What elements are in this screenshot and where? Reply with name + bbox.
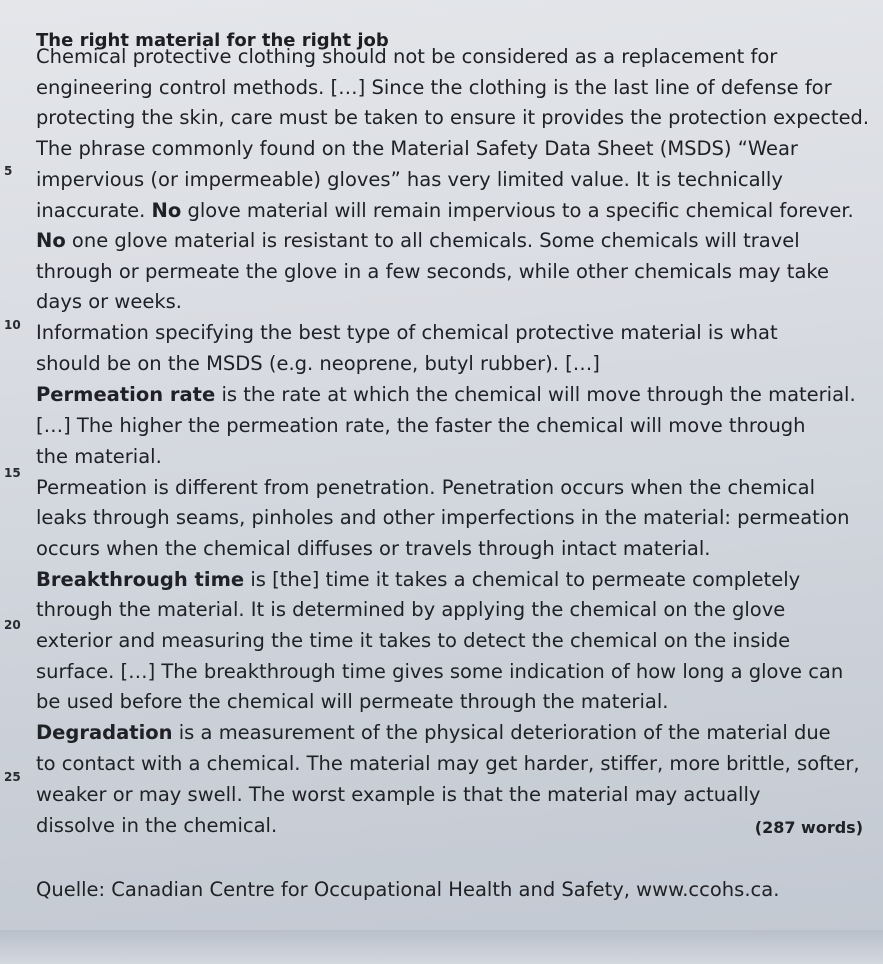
line-text: protecting the skin, care must be taken to ensure it provides the protection expected. xyxy=(36,106,869,129)
text-line-9 xyxy=(36,290,182,313)
text-line-19 xyxy=(36,598,785,621)
text-line-24 xyxy=(36,752,860,775)
line-text: glove material will remain impervious to a specific chemical forever. xyxy=(187,199,854,222)
bold-term-degradation: Degradation xyxy=(36,721,173,744)
text-line-2 xyxy=(36,76,832,99)
text-line-23 xyxy=(36,721,831,744)
line-text: is the rate at which the chemical will move through the material. xyxy=(221,383,856,406)
line-text: exterior and measuring the time it takes to detect the chemical on the inside xyxy=(36,629,791,652)
text-line-4 xyxy=(36,137,798,160)
line-text: is [the] time it takes a chemical to permeate completely xyxy=(250,568,801,591)
text-line-15 xyxy=(36,476,815,499)
line-text: inaccurate. xyxy=(36,199,146,222)
line-number-20: 20 xyxy=(4,618,21,632)
bold-term-breakthrough-time: Breakthrough time xyxy=(36,568,245,591)
line-text: occurs when the chemical diffuses or travels through intact material. xyxy=(36,537,711,560)
word-count: (287 words) xyxy=(754,818,863,837)
text-line-7 xyxy=(36,229,800,252)
text-line-5 xyxy=(36,168,783,191)
line-text: dissolve in the chemical. xyxy=(36,814,278,837)
text-line-22 xyxy=(36,690,668,713)
text-line-14 xyxy=(36,445,162,468)
line-text: through or permeate the glove in a few seconds, while other chemicals may take xyxy=(36,260,829,283)
line-text: weaker or may swell. The worst example is that the material may actually xyxy=(36,783,761,806)
bold-term-permeation-rate: Permeation rate xyxy=(36,383,216,406)
line-text: is a measurement of the physical deterioration of the material due xyxy=(178,721,831,744)
text-line-1 xyxy=(36,45,777,68)
line-text: to contact with a chemical. The material may get harder, stiffer, more brittle, softer, xyxy=(36,752,860,775)
line-text: through the material. It is determined by applying the chemical on the glove xyxy=(36,598,786,621)
line-number-5: 5 xyxy=(4,164,13,178)
page-edge-shadow xyxy=(0,930,883,964)
line-text: Information specifying the best type of chemical protective material is what xyxy=(36,321,778,344)
line-text: impervious (or impermeable) gloves” has very limited value. It is technically xyxy=(36,168,783,191)
text-line-18 xyxy=(36,568,800,591)
text-line-16 xyxy=(36,506,850,529)
line-number-15: 15 xyxy=(4,466,21,480)
line-number-10: 10 xyxy=(4,318,21,332)
line-text: leaks through seams, pinholes and other imperfections in the material: permeation xyxy=(36,506,850,529)
text-line-17 xyxy=(36,537,710,560)
text-line-20 xyxy=(36,629,790,652)
line-text: be used before the chemical will permeate through the material. xyxy=(36,690,669,713)
line-text: engineering control methods. […] Since the clothing is the last line of defense for xyxy=(36,76,832,99)
text-line-25 xyxy=(36,783,760,806)
line-text: should be on the MSDS (e.g. neoprene, butyl rubber). […] xyxy=(36,352,600,375)
article-title: The right material for the right job xyxy=(36,30,389,51)
line-text: the material. xyxy=(36,445,162,468)
text-line-12 xyxy=(36,383,856,406)
text-line-26 xyxy=(36,814,277,837)
line-text: The phrase commonly found on the Material Safety Data Sheet (MSDS) “Wear xyxy=(36,137,798,160)
line-text: Permeation is different from penetration. Penetration occurs when the chemical xyxy=(36,476,816,499)
bold-term-no: No xyxy=(151,199,182,222)
text-line-10 xyxy=(36,321,778,344)
text-line-6 xyxy=(36,199,854,222)
line-number-25: 25 xyxy=(4,770,21,784)
line-text: Chemical protective clothing should not be considered as a replacement for xyxy=(36,45,778,68)
text-line-11 xyxy=(36,352,600,375)
text-line-8 xyxy=(36,260,829,283)
line-text: days or weeks. xyxy=(36,290,182,313)
text-line-3 xyxy=(36,106,869,129)
source-citation: Quelle: Canadian Centre for Occupational Health and Safety, www.ccohs.ca. xyxy=(36,878,780,901)
text-line-21 xyxy=(36,660,843,683)
bold-term-no: No xyxy=(36,229,66,252)
text-line-13 xyxy=(36,414,806,437)
line-text: surface. […] The breakthrough time gives some indication of how long a glove can xyxy=(36,660,844,683)
line-text: […] The higher the permeation rate, the faster the chemical will move through xyxy=(36,414,806,437)
line-text: one glove material is resistant to all chemicals. Some chemicals will travel xyxy=(71,229,800,252)
